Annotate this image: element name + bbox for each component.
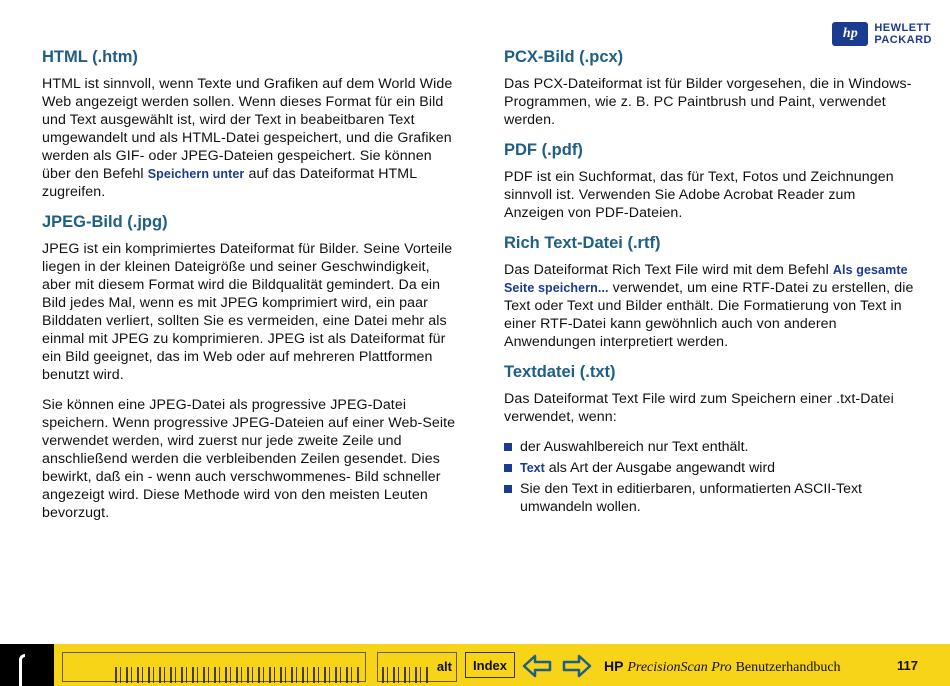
txt-conditions-list — [504, 438, 914, 516]
right-column — [504, 48, 914, 528]
garbled-contents-label — [382, 667, 430, 683]
heading-pcx: PCX-Bild (.pcx) — [504, 48, 624, 66]
manual-title-hp: HP — [604, 658, 624, 674]
pcx-paragraph: Das PCX-Dateiformat ist für Bilder vorgesehen, die in Windows-Programmen, wie z. B. PC Paintbrush und Paint, verwendet werden. — [504, 76, 912, 128]
command-speichern-unter[interactable]: Speichern unter — [147, 167, 245, 181]
bullet-3-text: Sie den Text in editierbaren, unformatierten ASCII-Text umwandeln wollen. — [520, 481, 862, 515]
rtf-text-before: Das Dateiformat Rich Text File wird mit dem Befehl — [504, 262, 833, 278]
command-text[interactable]: Text — [520, 461, 545, 475]
contents-label-partial: alt — [436, 659, 452, 674]
jpeg-paragraph-2: Sie können eine JPEG-Datei als progressive JPEG-Datei speichern. Wenn progressive JPEG-Dateien auf einer Web-Seite verwendet werden, wird zuerst nur jede zweite Zeile und anschließend werden die verbleibenden Zeilen gesendet. Dies bewirkt, daß ein - wenn auch verschwommenes- Bild schneller angezeigt wird. Diese Methode wird von den meisten Leuten bevorzugt. — [42, 397, 456, 521]
heading-rtf: Rich Text-Datei (.rtf) — [504, 234, 661, 252]
manual-title-product: PrecisionScan Pro — [627, 660, 732, 675]
corner-hook-icon — [19, 654, 25, 686]
hp-logo — [832, 22, 932, 46]
logo-line-2: PACKARD — [874, 34, 932, 46]
rtf-paragraph — [504, 261, 914, 351]
chapter-nav-strip[interactable] — [62, 652, 366, 682]
garbled-chapter-label — [115, 667, 359, 683]
logo-line-1: HEWLETT — [874, 22, 931, 34]
left-column — [42, 48, 462, 534]
command-als-gesamte-seite[interactable]: Als gesamte Seite speichern... — [504, 263, 908, 295]
contents-button[interactable] — [377, 652, 457, 682]
list-item — [504, 438, 914, 456]
back-arrow-icon[interactable] — [522, 653, 552, 679]
list-item — [504, 459, 914, 477]
square-bullet-icon — [504, 443, 512, 451]
hp-logo-text — [874, 22, 932, 46]
heading-pdf: PDF (.pdf) — [504, 141, 583, 159]
heading-txt: Textdatei (.txt) — [504, 363, 616, 381]
footer-corner — [0, 644, 54, 686]
bullet-1-text: der Auswahlbereich nur Text enthält. — [520, 439, 749, 455]
manual-title — [604, 658, 841, 676]
hp-logo-badge: hp — [832, 22, 868, 46]
square-bullet-icon — [504, 464, 512, 472]
heading-jpeg: JPEG-Bild (.jpg) — [42, 213, 168, 231]
manual-title-rest: Benutzerhandbuch — [735, 660, 841, 675]
txt-intro: Das Dateiformat Text File wird zum Speichern einer .txt-Datei verwendet, wenn: — [504, 391, 894, 425]
square-bullet-icon — [504, 485, 512, 493]
html-text-before: HTML ist sinnvoll, wenn Texte und Grafiken auf dem World Wide Web angezeigt werden sollen. Wenn dieses Format für ein Bild und Text ausgewählt ist, wird der Text in beabeitbaren Text umgewandelt und als HTML-Datei gespeichert, und die Grafiken werden als GIF- oder JPEG-Dateien gespeichert. Sie können über den Befehl — [42, 76, 453, 182]
html-text-after: auf das Dateiformat HTML zugreifen. — [42, 166, 417, 200]
footer-nav-bar — [0, 644, 950, 686]
heading-html: HTML (.htm) — [42, 48, 138, 66]
index-button[interactable]: Index — [465, 652, 515, 678]
pdf-paragraph: PDF ist ein Suchformat, das für Text, Fotos und Zeichnungen sinnvoll ist. Verwenden Sie Adobe Acrobat Reader zum Anzeigen von PDF-Dateien. — [504, 169, 894, 221]
forward-arrow-icon[interactable] — [562, 653, 592, 679]
jpeg-paragraph-1: JPEG ist ein komprimiertes Dateiformat für Bilder. Seine Vorteile liegen in der kleinen Dateigröße und seiner Geschwindigkeit, aber mit diesem Format wird die Bildqualität gemindert. Da ein Bild jedes Mal, wenn es mit JPEG komprimiert wird, ein paar Bilddaten verliert, sollten Sie es vermeiden, eine Datei mehr als einmal mit JPEG zu komprimieren. JPEG ist als Dateiformat für ein Bild geeignet, das im Web oder auf mehreren Plattformen benutzt wird. — [42, 241, 453, 383]
page-number: 117 — [897, 658, 918, 673]
rtf-text-after: verwendet, um eine RTF-Datei zu erstellen, die Text oder Text und Bilder enthält. Die Formatierung von Text in einer RTF-Datei kann gewöhnlich auch von anderen Anwendungen interpretiert werden. — [504, 280, 914, 350]
list-item — [504, 480, 914, 516]
html-paragraph — [42, 75, 462, 201]
bullet-2-text: als Art der Ausgabe angewandt wird — [544, 460, 776, 476]
